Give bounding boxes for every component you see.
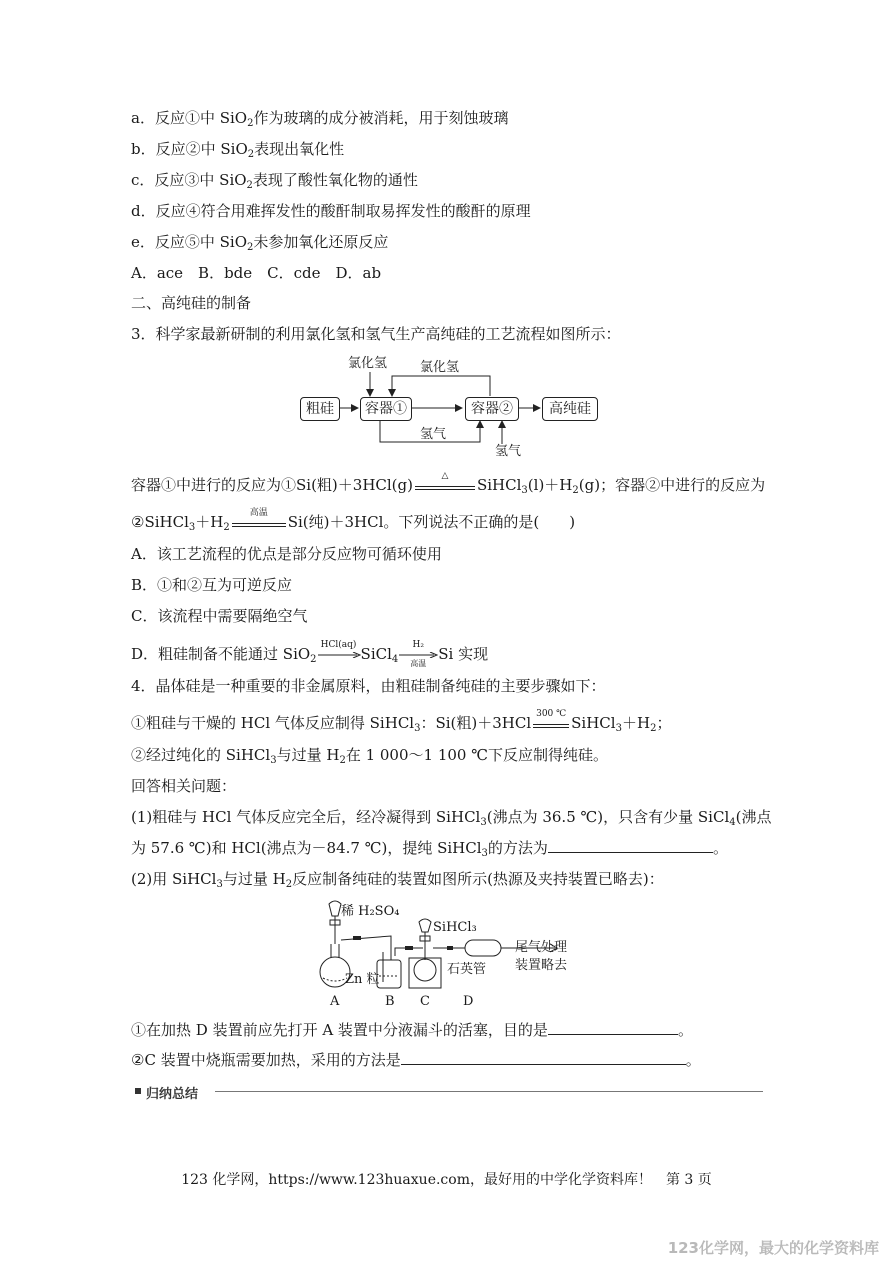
label-zinc: Zn 粒: [345, 972, 380, 987]
summary-title: 归纳总结: [146, 1087, 199, 1102]
option-b: b．反应②中 SiO$_2$表现出氧化性: [131, 140, 345, 160]
q3-reaction-line-1: 容器①中进行的反应为①Si(粗)＋3HCl(g) △ $SiHCl_3(l)+H_2(g)$；容器②中进行的反应为: [131, 471, 766, 496]
q3-reaction-line-2: $②SiHCl_3+H_2$ 高温 Si(纯)＋3HCl。下列说法不正确的是( ): [131, 508, 576, 533]
q4-stem: 4．晶体硅是一种重要的非金属原料，由粗硅制备纯硅的主要步骤如下：: [131, 677, 606, 695]
box-container-2: 容器②: [465, 397, 519, 421]
q3-option-d: D．粗硅制备不能通过 SiO$_2$ HCl(aq) SiCl$_4$ H₂ 高温 Si 实现: [131, 640, 489, 668]
label-letter-b: B: [385, 994, 395, 1009]
q4-step-1: ①粗硅与干燥的 HCl 气体反应制得 SiHCl$_3$：Si(粗)＋3HCl 300 ℃ $SiHCl_3+H_2$；: [131, 709, 672, 734]
page-footer: 123 化学网，https://www.123huaxue.com，最好用的中学化学资料库！ 第 3 页: [181, 1172, 712, 1188]
eq-heat: △: [413, 478, 477, 494]
q4-question-i: ①在加热 D 装置前应先打开 A 装置中分液漏斗的活塞，目的是 。: [131, 1021, 693, 1039]
eq-300c: 300 ℃: [531, 716, 571, 732]
label-letter-d: D: [463, 994, 474, 1009]
label-sihcl3: SiHCl₃: [433, 920, 477, 935]
summary-divider: [215, 1091, 763, 1092]
box-crude-silicon: 粗硅: [300, 397, 340, 421]
label-tail-gas-1: 尾气处理: [515, 940, 568, 955]
arrow-h2-high-temp: H₂ 高温: [398, 647, 438, 663]
option-c: c．反应③中 SiO$_2$表现了酸性氧化物的通性: [131, 171, 418, 191]
label-tail-gas-2: 装置略去: [515, 958, 568, 973]
label-h2-loop: 氢气: [420, 427, 447, 442]
q4-part-1-line-1: (1)粗硅与 HCl 气体反应完全后，经冷凝得到 SiHCl$_3$(沸点为 36.5 ℃)，只含有少量 SiCl$_4$(沸点: [131, 808, 772, 828]
label-h2-in: 氢气: [495, 444, 522, 459]
label-letter-a: A: [330, 994, 340, 1009]
q4-answer-intro: 回答相关问题：: [131, 777, 237, 795]
label-hcl-loop: 氯化氢: [420, 360, 460, 375]
q3-option-b: B．①和②互为可逆反应: [131, 576, 293, 594]
flow-diagram: [290, 352, 610, 462]
answer-blank-3[interactable]: [401, 1050, 686, 1065]
section-title: 二、高纯硅的制备: [131, 294, 252, 312]
box-pure-silicon: 高纯硅: [542, 397, 598, 421]
option-a: a．反应①中 SiO$_2$作为玻璃的成分被消耗，用于刻蚀玻璃: [131, 109, 509, 129]
eq-high-temp: 高温: [230, 515, 288, 531]
option-e: e．反应⑤中 SiO$_2$未参加氧化还原反应: [131, 233, 389, 253]
label-quartz-tube: 石英管: [447, 962, 487, 977]
answer-blank-2[interactable]: [548, 1020, 678, 1035]
q3-option-a: A．该工艺流程的优点是部分反应物可循环使用: [131, 545, 442, 563]
q3-stem: 3．科学家最新研制的利用氯化氢和氢气生产高纯硅的工艺流程如图所示：: [131, 325, 621, 343]
q3-option-c: C．该流程中需要隔绝空气: [131, 607, 308, 625]
answer-blank-1[interactable]: [548, 838, 713, 853]
summary-bullet-icon: [135, 1088, 141, 1094]
arrow-hcl-aq: HCl(aq): [317, 647, 361, 663]
label-dilute-acid: 稀 H₂SO₄: [341, 904, 400, 919]
label-hcl-in: 氯化氢: [348, 356, 388, 371]
box-container-1: 容器①: [360, 397, 412, 421]
watermark: 123化学网，最大的化学资料库: [667, 1239, 879, 1257]
option-d: d．反应④符合用难挥发性的酸酐制取易挥发性的酸酐的原理: [131, 202, 531, 220]
q4-question-ii: ②C 装置中烧瓶需要加热，采用的方法是 。: [131, 1051, 701, 1069]
apparatus-diagram: [305, 896, 605, 1012]
label-letter-c: C: [420, 994, 430, 1009]
q4-part-1-line-2: 为 57.6 ℃)和 HCl(沸点为－84.7 ℃)，提纯 SiHCl$_3$的方法为 。: [131, 839, 728, 859]
q4-step-2: ②经过纯化的 SiHCl$_3$与过量 $H_2$在 1 000～1 100 ℃下反应制得纯硅。: [131, 746, 609, 766]
q2-choices: A．ace B．bde C．cde D．ab: [131, 264, 382, 282]
q4-part-2: (2)用 SiHCl$_3$与过量 $H_2$反应制备纯硅的装置如图所示(热源及夹持装置已略去)：: [131, 870, 664, 890]
